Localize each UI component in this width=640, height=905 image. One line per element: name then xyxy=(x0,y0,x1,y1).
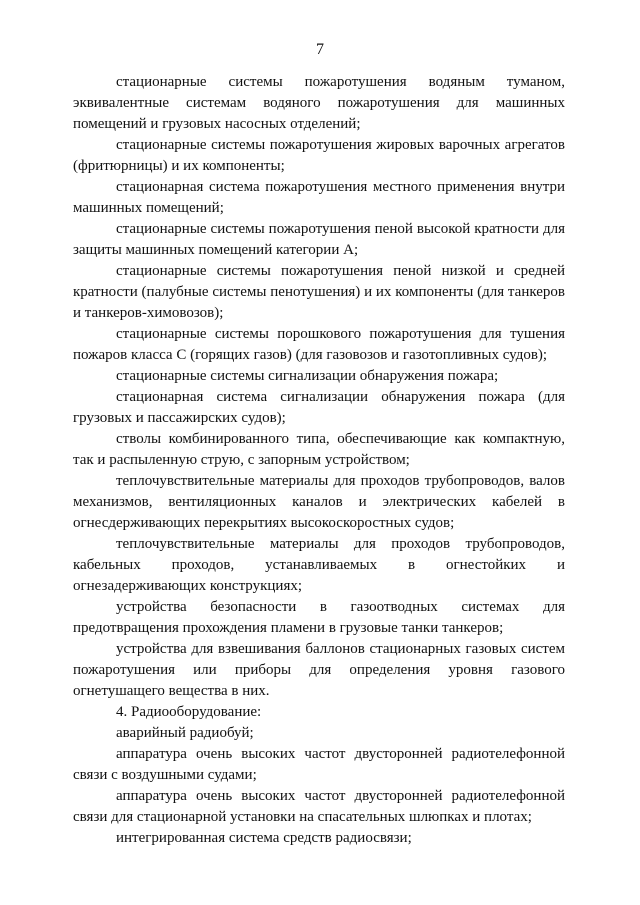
list-item: стационарные системы порошкового пожаротушения для тушения пожаров класса С (горящих газов) (для газовозов и газотопливных судов); xyxy=(73,326,565,363)
section-heading: 4. Радиооборудование: xyxy=(116,704,262,720)
list-item: аппаратура очень высоких частот двусторонней радиотелефонной связи для стационарной установки на спасательных шлюпках и плотах; xyxy=(73,788,565,825)
list-item: стационарные системы пожаротушения пеной низкой и средней кратности (палубные системы пенотушения) и их компоненты (для танкеров и танкеров-химовозов); xyxy=(73,263,565,321)
list-item: стационарные системы пожаротушения пеной высокой кратности для защиты машинных помещений категории А; xyxy=(73,221,565,258)
list-item: теплочувствительные материалы для проходов трубопроводов, кабельных проходов, устанавливаемых в огнестойких и огнезадерживающих конструкциях; xyxy=(73,536,565,594)
list-item: стационарные системы сигнализации обнаружения пожара; xyxy=(116,368,499,384)
list-item: устройства безопасности в газоотводных системах для предотвращения прохождения пламени в грузовые танки танкеров; xyxy=(73,599,565,636)
list-item: стационарные системы пожаротушения жировых варочных агрегатов (фритюрницы) и их компоненты; xyxy=(73,137,565,174)
list-item: аварийный радиобуй; xyxy=(116,725,254,741)
list-item: стволы комбинированного типа, обеспечивающие как компактную, так и распыленную струю, с запорным устройством; xyxy=(73,431,565,468)
page-number: 7 xyxy=(316,41,324,58)
document-body xyxy=(73,72,565,849)
list-item: теплочувствительные материалы для проходов трубопроводов, валов механизмов, вентиляционных каналов и электрических кабелей в огнесдерживающих перекрытиях высокоскоростных судов; xyxy=(73,473,565,531)
list-item: стационарные системы пожаротушения водяным туманом, эквивалентные системам водяного пожаротушения для машинных помещений и грузовых насосных отделений; xyxy=(73,74,565,132)
list-item: стационарная система сигнализации обнаружения пожара (для грузовых и пассажирских судов); xyxy=(73,389,565,426)
list-item: интегрированная система средств радиосвязи; xyxy=(116,830,412,846)
list-item: стационарная система пожаротушения местного применения внутри машинных помещений; xyxy=(73,179,565,216)
list-item: аппаратура очень высоких частот двусторонней радиотелефонной связи с воздушными судами; xyxy=(73,746,565,783)
list-item: устройства для взвешивания баллонов стационарных газовых систем пожаротушения или приборы для определения уровня газового огнетушащего вещества в них. xyxy=(73,641,565,699)
